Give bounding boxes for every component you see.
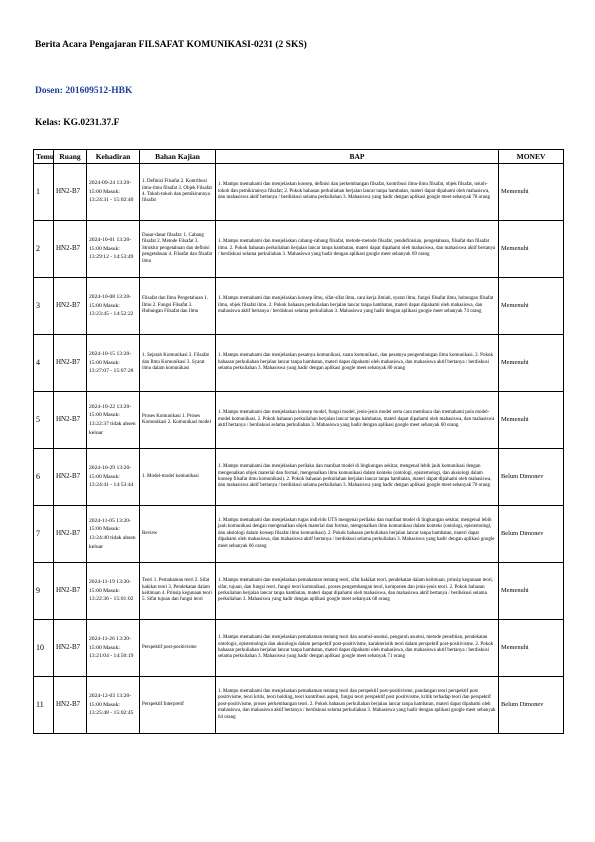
cell-bap-report: 1. Mampu memahami dan menjelaskan cabang-cabang filsafat, metode-metode filsafat, pendefinisian, pengetahuan, filsafat dan filsafat ilmu. 2. Pokok bahasan perkuliahan berjalan lancar tanpa hambatan, materi dapat dipahami oleh mahasiswa, dan mahasiswa aktif bertanya / berdiskusi selama perkuliahan 3. Mahasiswa yang hadir dengan aplikasi google meet sebanyak 69 orang: [216, 221, 499, 278]
cell-monev-status: Memenuhi: [499, 278, 564, 335]
cell-study-material: Perspektif Interpretif: [140, 677, 216, 734]
cell-monev-status: Memenuhi: [499, 392, 564, 449]
table-row: [34, 392, 564, 449]
cell-meeting-number: 7: [34, 506, 54, 563]
table-row: [34, 335, 564, 392]
cell-room: HN2-B7: [54, 392, 87, 449]
cell-bap-report: 1. Mampu memahami dan menjelaskan pesatnya komunikasi, suatu komunikasi, dan pesatnya pengembangan ilmu komunikasi. 2. Pokok bahasan perkuliahan berjalan lancar tanpa hambatan, materi dapat dipahami oleh mahasiswa, dan mahasiswa aktif bertanya / berdiskusi selama perkuliahan 3. Mahasiswa yang hadir dengan aplikasi google meet sebanyak 80 orang: [216, 335, 499, 392]
cell-study-material: Filsafat dan Ilmu Pengetahuan 1. Ilmu 2. Fungsi Filsafat 3. Hubungan Filsafat dan Ilmu: [140, 278, 216, 335]
cell-room: HN2-B7: [54, 677, 87, 734]
cell-bap-report: 1. Mampu memahami dan menjelaskan konsep model, fungsi model, jenis-jenis model serta cara membaca dan memahami pola model-model komunikasi. 2. Pokok bahasan perkuliahan berjalan lancar tanpa hambatan, materi dapat dipahami oleh mahasiswa, dan mahasiswa aktif bertanya / berdiskusi selama perkuliahan 3. Mahasiswa yang hadir dengan aplikasi google meet sebanyak 60 orang: [216, 392, 499, 449]
cell-monev-status: Memenuhi: [499, 563, 564, 620]
column-header-temu: Temu: [34, 150, 54, 164]
cell-monev-status: Belum Dimonev: [499, 449, 564, 506]
class-label: Kelas: KG.0231.37.F: [35, 118, 120, 128]
cell-attendance: 2024-11-26 13:20-15:00 Masuk: 13:21:04 - 14:50:19: [87, 620, 140, 677]
cell-bap-report: 1. Mampu memahami dan menjelaskan konsep ilmu, sifat-sifat ilmu, cara kerja ilmiah, syarat ilmu, fungsi filsafat ilmu, hubungan filsafat ilmu, objek filsafat ilmu. 2. Pokok bahasan perkuliahan berjalan lancar tanpa hambatan, materi dapat dipahami oleh mahasiswa, dan mahasiswa aktif bertanya / berdiskusi selama perkuliahan 3. Mahasiswa yang hadir dengan aplikasi google meet sebanyak 74 orang: [216, 278, 499, 335]
cell-monev-status: Memenuhi: [499, 221, 564, 278]
column-header-bap: BAP: [216, 150, 499, 164]
cell-study-material: Perspektif post-positivisme: [140, 620, 216, 677]
column-header-bahan-kajian: Bahan Kajian: [140, 150, 216, 164]
cell-attendance: 2024-10-29 13:20-15:00 Masuk: 13:24:41 - 14:53:44: [87, 449, 140, 506]
cell-monev-status: Belum Dimonev: [499, 506, 564, 563]
cell-meeting-number: 4: [34, 335, 54, 392]
cell-study-material: Teori 1. Pemahaman teori 2. Sifat hakikat teori 3. Pendekatan dalam keilmuan 4. Prinsip kegunaan teori 5. Sifat tujuan dan fungsi teori: [140, 563, 216, 620]
cell-attendance: 2024-09-24 13:20-15:00 Masuk: 13:24:31 - 15:02:40: [87, 164, 140, 221]
cell-meeting-number: 11: [34, 677, 54, 734]
cell-room: HN2-B7: [54, 221, 87, 278]
cell-meeting-number: 10: [34, 620, 54, 677]
cell-attendance: 2024-10-08 13:20-15:00 Masuk: 13:23:45 - 14:52:22: [87, 278, 140, 335]
cell-meeting-number: 6: [34, 449, 54, 506]
document-title: Berita Acara Pengajaran FILSAFAT KOMUNIKASI-0231 (2 SKS): [35, 40, 307, 50]
cell-meeting-number: 9: [34, 563, 54, 620]
cell-monev-status: Memenuhi: [499, 620, 564, 677]
cell-attendance: 2024-11-19 13:20-15:00 Masuk: 13:22:36 - 15:01:02: [87, 563, 140, 620]
table-row: [34, 278, 564, 335]
table-header-row: [34, 150, 564, 164]
cell-room: HN2-B7: [54, 164, 87, 221]
table-row: [34, 620, 564, 677]
column-header-kehadiran: Kehadiran: [87, 150, 140, 164]
cell-study-material: 1. Sejarah Komunikasi 2. Filsafat dan Ilmu Komunikasi 3. Syarat ilmu dalam komunikasi: [140, 335, 216, 392]
cell-attendance: 2024-11-05 13:20-15:00 Masuk: 13:24:40 tidak absen keluar: [87, 506, 140, 563]
table-row: [34, 506, 564, 563]
cell-monev-status: Belum Dimonev: [499, 677, 564, 734]
column-header-ruang: Ruang: [54, 150, 87, 164]
cell-bap-report: 1. Mampu memahami dan menjelaskan pemahaman tentang teori dan asumsi-asumsi, pengaruh asumsi, metode penelitian, pendekatan ontologis, epistemologis dan aksiologis dalam perspektif post-positivisme, karakteristik teori dalam perspektif post-positivisme. 2. Pokok bahasan perkuliahan berjalan lancar tanpa hambatan, materi dapat dipahami oleh mahasiswa, dan mahasiswa aktif bertanya / berdiskusi selama perkuliahan 3. Mahasiswa yang hadir dengan aplikasi google meet sebanyak 71 orang: [216, 620, 499, 677]
cell-room: HN2-B7: [54, 335, 87, 392]
cell-attendance: 2024-10-15 13:20-15:00 Masuk: 13:27:07 - 15:07:28: [87, 335, 140, 392]
cell-room: HN2-B7: [54, 563, 87, 620]
cell-attendance: 2024-12-03 13:20-15:00 Masuk: 13:25:48 - 15:02:45: [87, 677, 140, 734]
cell-bap-report: 1. Mampu memahami dan menjelaskan konsep, definisi dan perkembangan filsafat, kontribusi ilmu-ilmu filsafat, objek filsafat, tokoh-tokoh dan pemikirannya filsafat; 2. Pokok bahasan perkuliahan berjalan lancar tanpa hambatan, materi dapat dipahami oleh mahasiswa, dan mahasiswa aktif bertanya / berdiskusi selama perkuliahan 3. Mahasiswa yang hadir dengan aplikasi google meet sebanyak 78 orang: [216, 164, 499, 221]
cell-study-material: 1. Model-model komunikasi: [140, 449, 216, 506]
cell-study-material: Dasar-dasar filsafat: 1. Cabang filsafat 2. Metode Filsafat 3. Struktur pengetahuan dan definisi pengetahuan 4. Filsafat dan filsafat ilmu: [140, 221, 216, 278]
cell-study-material: 1. Definisi Filsafat 2. Kontribusi ilmu-ilmu filsafat 3. Objek Filsafat 4. Tokoh-tokoh dan pemikirannya filsafat: [140, 164, 216, 221]
cell-study-material: Review: [140, 506, 216, 563]
lecturer-label: Dosen: 201609512-HBK: [35, 86, 133, 96]
cell-meeting-number: 3: [34, 278, 54, 335]
cell-study-material: Proses Komunikasi 1. Proses Komunikasi 2. Komunikasi model: [140, 392, 216, 449]
cell-room: HN2-B7: [54, 620, 87, 677]
cell-room: HN2-B7: [54, 278, 87, 335]
cell-attendance: 2024-10-01 13:20-15:00 Masuk: 13:29:12 - 14:53:49: [87, 221, 140, 278]
table-row: [34, 449, 564, 506]
cell-meeting-number: 2: [34, 221, 54, 278]
cell-monev-status: Memenuhi: [499, 335, 564, 392]
cell-meeting-number: 1: [34, 164, 54, 221]
table-row: [34, 677, 564, 734]
cell-meeting-number: 5: [34, 392, 54, 449]
table-row: [34, 221, 564, 278]
cell-room: HN2-B7: [54, 506, 87, 563]
cell-bap-report: 1. Mampu memahami dan menjelaskan tugas individu UTS mengenai perilaku dan manfaat model di lingkungan sekitar, mengenal lebih jauh komunikasi dengan mengenalkan objek material dan formal, mengenalkan ilmu komunikasi dalam konteks (ontologi, epistemologi, dan aksiologi dalam konsep filsafat ilmu komunikasi). 2. Pokok bahasan perkuliahan berjalan lancar tanpa hambatan, materi dapat dipahami oleh mahasiswa, dan mahasiswa aktif bertanya / berdiskusi selama perkuliahan 3. Mahasiswa yang hadir dengan aplikasi google meet sebanyak 66 orang: [216, 506, 499, 563]
cell-room: HN2-B7: [54, 449, 87, 506]
table-row: [34, 563, 564, 620]
cell-monev-status: Memenuhi: [499, 164, 564, 221]
cell-bap-report: 1. Mampu memahami dan menjelaskan pemahaman tentang teori dan perspektif post-positivisme, pandangan teori perspektif post positivisme, teori kritis, teori holding, teori kontribusi aspek, fungsi teori perspektif post positivisme, kritik terhadap teori dan perspektif post-positivisme, proses perkembangan teori. 2. Pokok bahasan perkuliahan berjalan lancar tanpa hambatan, materi dapat dipahami oleh mahasiswa, dan mahasiswa aktif bertanya / berdiskusi selama perkuliahan 3. Mahasiswa yang hadir dengan aplikasi google meet sebanyak 64 orang: [216, 677, 499, 734]
bap-table: [33, 149, 564, 734]
cell-attendance: 2024-10-22 13:20-15:00 Masuk: 13:22:37 tidak absen keluar: [87, 392, 140, 449]
column-header-monev: MONEV: [499, 150, 564, 164]
table-row: [34, 164, 564, 221]
cell-bap-report: 1. Mampu memahami dan menjelaskan perilaku dan manfaat model di lingkungan sekitar, mengenal lebih jauh komunikasi dengan mengenalkan objek material dan formal, mengenalkan ilmu komunikasi dalam konteks (ontologi, epistemologi, dan aksiologi dalam konsep filsafat ilmu komunikasi). 2. Pokok bahasan perkuliahan berjalan lancar tanpa hambatan, materi dapat dipahami oleh mahasiswa, dan mahasiswa aktif bertanya / berdiskusi selama perkuliahan 3. Mahasiswa yang hadir dengan aplikasi google meet sebanyak 70 orang: [216, 449, 499, 506]
cell-bap-report: 1. Mampu memahami dan menjelaskan pemahaman tentang teori, sifat hakikat teori, pendekatan dalam keilmuan, prinsip kegunaan teori, sifat, tujuan, dan fungsi teori, fungsi teori komunikasi, proses pengembangan teori, komponen dan jenis-jenis teori. 2. Pokok bahasan perkuliahan berjalan lancar tanpa hambatan, materi dapat dipahami oleh mahasiswa, dan mahasiswa aktif bertanya / berdiskusi selama perkuliahan 3. Mahasiswa yang hadir dengan aplikasi google meet sebanyak 68 orang: [216, 563, 499, 620]
